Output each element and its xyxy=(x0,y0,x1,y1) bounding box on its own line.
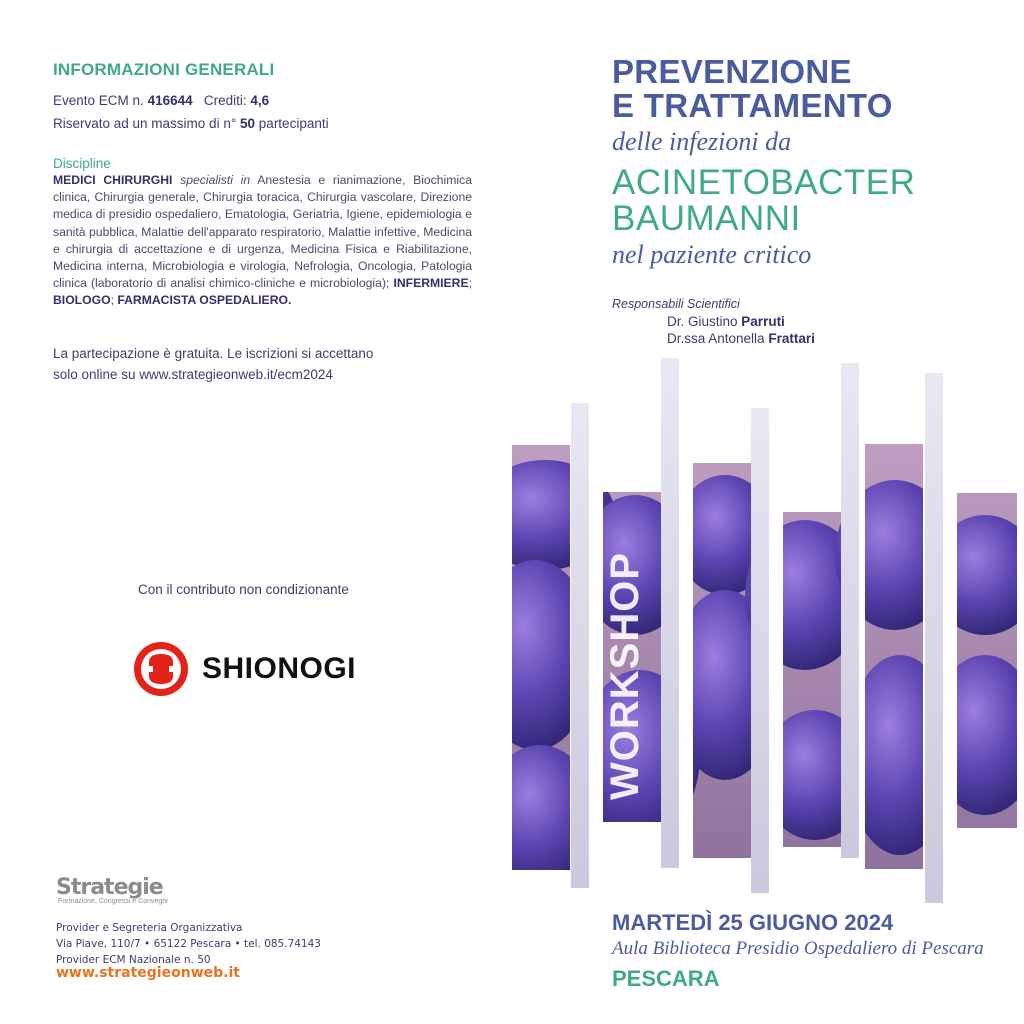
participation-note xyxy=(53,343,433,385)
event-city: PESCARA xyxy=(612,966,720,991)
credits-value: 4,6 xyxy=(250,93,270,108)
disciplines-text: MEDICI CHIRURGHI specialisti in Anestesia e rianimazione, Biochimica clinica, Chirurgia generale, Chirurgia toracica, Chirurgia vascolare, Direzione medica di presidio ospedaliero, Ematologia, Geriatria, Igiene, epidemiologia e sanità pubblica, Malattie dell'apparato respiratorio, Malattie infettive, Medicina e chirurgia di accettazione e di urgenza, Medicina Fisica e Riabilitazione, Medicina interna, Microbiologia e virologia, Nefrologia, Oncologia, Patologia clinica (laboratorio di analisi chimico-cliniche e microbiologia); INFERMIERE; BIOLOGO; FARMACISTA OSPEDALIERO. xyxy=(53,173,472,308)
farmacista-label: FARMACISTA OSPEDALIERO. xyxy=(117,293,292,308)
shionogi-emblem-icon xyxy=(132,640,190,698)
disciplines-heading: Discipline xyxy=(53,156,111,171)
resp2-last: Frattari xyxy=(768,331,815,346)
medici-label: MEDICI CHIRURGHI xyxy=(53,173,173,187)
responsabile-1 xyxy=(667,314,785,329)
resp1-first: Dr. Giustino xyxy=(667,314,738,329)
event-info-line xyxy=(53,93,269,108)
bacteria-artwork xyxy=(505,355,1024,905)
strategie-logo xyxy=(56,875,168,905)
specialisti-label: specialisti in xyxy=(180,173,251,187)
reserved-prefix: Riservato ad un massimo di n° xyxy=(53,116,237,131)
website-link[interactable]: www.strategieonweb.it xyxy=(56,965,240,981)
subtitle-italic-2: nel paziente critico xyxy=(612,240,812,269)
provider-line-1: Provider e Segreteria Organizzativa xyxy=(56,922,243,934)
biologo-label: BIOLOGO xyxy=(53,293,111,308)
provider-address: Via Piave, 110/7 • 65122 Pescara • tel. 085.74143 xyxy=(56,938,321,950)
infermiere-label: INFERMIERE xyxy=(393,276,469,291)
strategie-wordmark: Strategie xyxy=(56,875,163,900)
responsabili-label: Responsabili Scientifici xyxy=(612,297,740,311)
shionogi-logo xyxy=(132,640,356,698)
shionogi-wordmark: SHIONOGI xyxy=(202,652,357,685)
sponsor-contribution-text: Con il contributo non condizionante xyxy=(138,582,349,597)
reserved-count: 50 xyxy=(240,116,256,131)
reserved-suffix: partecipanti xyxy=(258,116,329,131)
resp1-last: Parruti xyxy=(741,314,785,329)
event-prefix: Evento ECM n. xyxy=(53,93,144,108)
title-line-2: E TRATTAMENTO xyxy=(612,87,893,124)
reserved-line xyxy=(53,116,329,131)
general-info-heading: INFORMAZIONI GENERALI xyxy=(53,60,275,79)
participation-line-1: La partecipazione è gratuita. Le iscrizioni si accettano xyxy=(53,346,374,361)
title-line-1: PREVENZIONE xyxy=(612,53,852,90)
event-date: MARTEDÌ 25 GIUGNO 2024 xyxy=(612,910,894,935)
workshop-label: WORKSHOP xyxy=(603,552,647,800)
resp2-first: Dr.ssa Antonella xyxy=(667,331,765,346)
specialties-list: Anestesia e rianimazione, Biochimica clinica, Chirurgia generale, Chirurgia toracica, Chirurgia vascolare, Direzione medica di presidio ospedaliero, Ematologia, Geriatria, Igiene, epidemiologia e sanità pubblica, Malattie dell'apparato respiratorio, Malattie infettive, Medicina e chirurgia di accettazione e di urgenza, Medicina Fisica e Riabilitazione, Medicina interna, Microbiologia e virologia, Nefrologia, Oncologia, Patologia clinica (laboratorio di analisi chimico-cliniche e microbiologia); xyxy=(53,173,472,291)
title-green-2: BAUMANNI xyxy=(612,199,801,238)
title-green-1: ACINETOBACTER xyxy=(612,163,916,202)
subtitle-italic-1: delle infezioni da xyxy=(612,127,792,156)
event-venue: Aula Biblioteca Presidio Ospedaliero di Pescara xyxy=(612,938,984,959)
participation-line-2: solo online su www.strategieonweb.it/ecm2024 xyxy=(53,367,333,382)
credits-label: Crediti: xyxy=(203,93,247,108)
event-number: 416644 xyxy=(147,93,193,108)
responsabile-2 xyxy=(667,331,815,346)
strategie-tagline: Formazione, Congressi e Convegni xyxy=(58,898,168,905)
provider-ecm: Provider ECM Nazionale n. 50 xyxy=(56,954,211,966)
provider-info xyxy=(56,920,321,968)
